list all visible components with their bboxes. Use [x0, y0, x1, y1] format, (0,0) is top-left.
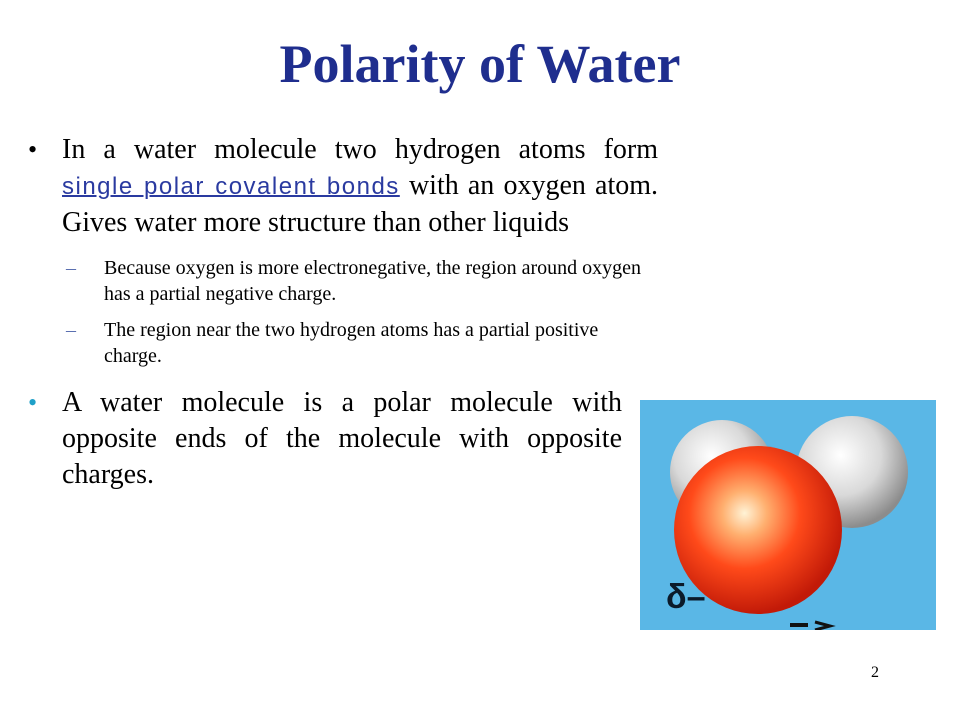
sub-bullet-text: The region near the two hydrogen atoms has a partial positive charge. — [104, 319, 599, 367]
bullet-text — [62, 132, 658, 241]
slide-title: Polarity of Water — [279, 34, 681, 94]
dash-icon: – — [66, 319, 76, 341]
sub-bullet-text: Because oxygen is more electronegative, the region around oxygen has a partial negative charge. — [104, 257, 642, 305]
bullet-dot-icon: • — [28, 388, 38, 417]
sub-bullet-item — [62, 255, 658, 307]
bullet-text-after-link: with an oxygen atom. Gives water more structure than other liquids — [62, 170, 659, 238]
polar-covalent-bonds-link[interactable]: single polar covalent bonds — [62, 173, 400, 200]
slide-body — [28, 132, 658, 507]
sub-bullet-item — [62, 317, 658, 369]
dash-icon: – — [66, 257, 76, 279]
bullet-item — [28, 385, 622, 493]
bullet-text: A water molecule is a polar molecule with opposite ends of the molecule with opposite charges. — [62, 387, 622, 490]
water-molecule-image — [640, 400, 936, 630]
sub-bullet-list — [62, 255, 658, 369]
bullet-dot-icon: • — [28, 135, 38, 164]
bullet-item — [28, 132, 658, 241]
delta-minus-label: δ– — [666, 578, 706, 616]
bullet-text-before-link: In a water molecule two hydrogen atoms form — [62, 134, 658, 165]
page-number: 2 — [871, 664, 879, 681]
